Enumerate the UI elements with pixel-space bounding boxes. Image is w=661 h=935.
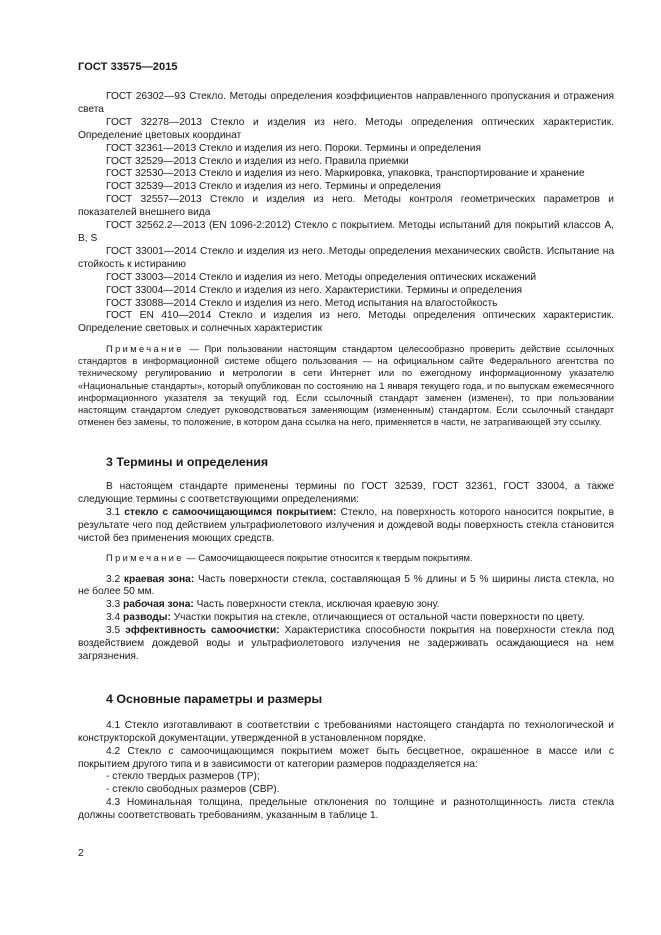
term-3-4 <box>78 612 614 625</box>
document-body <box>78 91 614 823</box>
section-3-note <box>78 552 614 564</box>
list-item: - стекло свободных размеров (СВР). <box>106 784 280 796</box>
term-number: 3.2 <box>106 573 124 585</box>
term-name: эффективность самоочистки: <box>125 625 280 637</box>
section-4-heading: 4 Основные параметры и размеры <box>106 691 323 706</box>
term-definition: Часть поверхности стекла, исключая краевую зону. <box>193 599 440 611</box>
term-number: 3.4 <box>106 612 123 624</box>
term-name: разводы: <box>123 612 171 624</box>
paragraph-4-3: 4.3 Номинальная толщина, предельные отклонения по толщине и разнотолщинность листа стекла должны соответствовать требованиям, указанным в таблице 1. <box>78 797 614 822</box>
reference-item: ГОСТ 33001—2014 Стекло и изделия из него. Методы определения механических свойств. Испытание на стойкость к истиранию <box>78 245 614 270</box>
term-definition: Характеристика способности покрытия на поверхности стекла под воздействием дождевой воды и ультрафиолетового излучения не задерживать осаждающиеся на нем загрязнения. <box>78 625 614 662</box>
term-3-5 <box>78 625 614 664</box>
term-3-1 <box>78 507 614 546</box>
reference-item: ГОСТ 32539—2013 Стекло и изделия из него. Термины и определения <box>106 181 441 193</box>
reference-item: ГОСТ 32529—2013 Стекло и изделия из него. Правила приемки <box>106 155 409 167</box>
section-3-heading: 3 Термины и определения <box>106 454 269 469</box>
paragraph-4-1: 4.1 Стекло изготавливают в соответствии с требованиями настоящего стандарта по технологической и конструкторской документации, утвержденной в установленном порядке. <box>78 719 614 744</box>
term-number: 3.5 <box>106 625 126 637</box>
term-3-3 <box>78 599 614 612</box>
term-definition: Участки покрытия на стекле, отличающиеся от остальной части поверхности по цвету. <box>170 612 585 624</box>
note-label: Примечание <box>106 344 184 355</box>
reference-item: ГОСТ 32557—2013 Стекло и изделия из него. Методы контроля геометрических параметров и показателей внешнего вида <box>78 194 614 219</box>
term-number: 3.3 <box>106 599 123 611</box>
term-name: краевая зона: <box>123 573 195 585</box>
note-text: — Самоочищающееся покрытие относится к твердым покрытиям. <box>183 553 473 564</box>
reference-item: ГОСТ 32278—2013 Стекло и изделия из него. Методы определения оптических характеристик. Определение цветовых координат <box>78 116 614 141</box>
document-header: ГОСТ 33575—2015 <box>78 61 178 73</box>
references-list <box>78 91 614 336</box>
term-number: 3.1 <box>106 506 125 518</box>
reference-item: ГОСТ 32361—2013 Стекло и изделия из него. Пороки. Термины и определения <box>106 142 481 154</box>
references-note <box>78 343 614 428</box>
term-definition: Стекло, на поверхность которого наносится покрытие, в результате чего под действием ультрафиолетового излучения и дождевой воды поверхность стекла становится чистой без применения моющих средств. <box>78 506 615 544</box>
term-name: рабочая зона: <box>123 599 194 611</box>
reference-item: ГОСТ 32562.2—2013 (EN 1096-2:2012) Стекло с покрытием. Методы испытаний для покрытий классов A, B, S <box>78 220 614 244</box>
term-definition: Часть поверхности стекла, составляющая 5 % длины и 5 % ширины листа стекла, но не более 50 мм. <box>78 573 614 598</box>
reference-item: ГОСТ 33088—2014 Стекло и изделия из него. Метод испытания на влагостойкость <box>106 297 498 309</box>
reference-item: ГОСТ 26302—93 Стекло. Методы определения коэффициентов направленного пропускания и отражения света <box>78 91 614 115</box>
reference-item: ГОСТ 33003—2014 Стекло и изделия из него. Методы определения оптических искажений <box>106 271 537 283</box>
term-name: стекло с самоочищающимся покрытием: <box>124 506 337 518</box>
reference-item: ГОСТ 32530—2013 Стекло и изделия из него. Маркировка, упаковка, транспортирование и хранение <box>106 168 585 180</box>
note-text: — При пользовании настоящим стандартом целесообразно проверить действие ссылочных стандартов в информационной системе общего пользования — на официальном сайте Федерального агентства по техническому регулированию и метрологии в сети Интернет или по ежегодному информационному указателю «Национальные стандарты», который опубликован по состоянию на 1 января текущего года, и по выпускам ежемесячного информационного указателя за текущий год. Если ссылочный стандарт заменен (изменен), то при пользовании настоящим стандартом следует руководствоваться заменяющим (измененным) стандартом. Если ссылочный стандарт отменен без замены, то положение, в котором дана ссылка на него, применяется в части, не затрагивающей эту ссылку. <box>78 344 614 427</box>
term-3-2 <box>78 574 614 600</box>
reference-item: ГОСТ EN 410—2014 Стекло и изделия из него. Методы определения оптических характеристик. Определение световых и солнечных характеристик <box>78 310 614 335</box>
note-label: Примечание <box>106 553 184 564</box>
page-number: 2 <box>78 847 84 859</box>
paragraph-4-2: 4.2 Стекло с самоочищающимся покрытием может быть бесцветное, окрашенное в массе или с покрытием другого типа и в зависимости от категории размеров подразделяется на: <box>78 745 614 770</box>
section-3-intro: В настоящем стандарте применены термины по ГОСТ 32539, ГОСТ 32361, ГОСТ 33004, а также следующие термины с соответствующими определениями: <box>78 480 614 505</box>
reference-item: ГОСТ 33004—2014 Стекло и изделия из него. Характеристики. Термины и определения <box>106 284 523 296</box>
list-item: - стекло твердых размеров (ТР); <box>106 771 260 783</box>
